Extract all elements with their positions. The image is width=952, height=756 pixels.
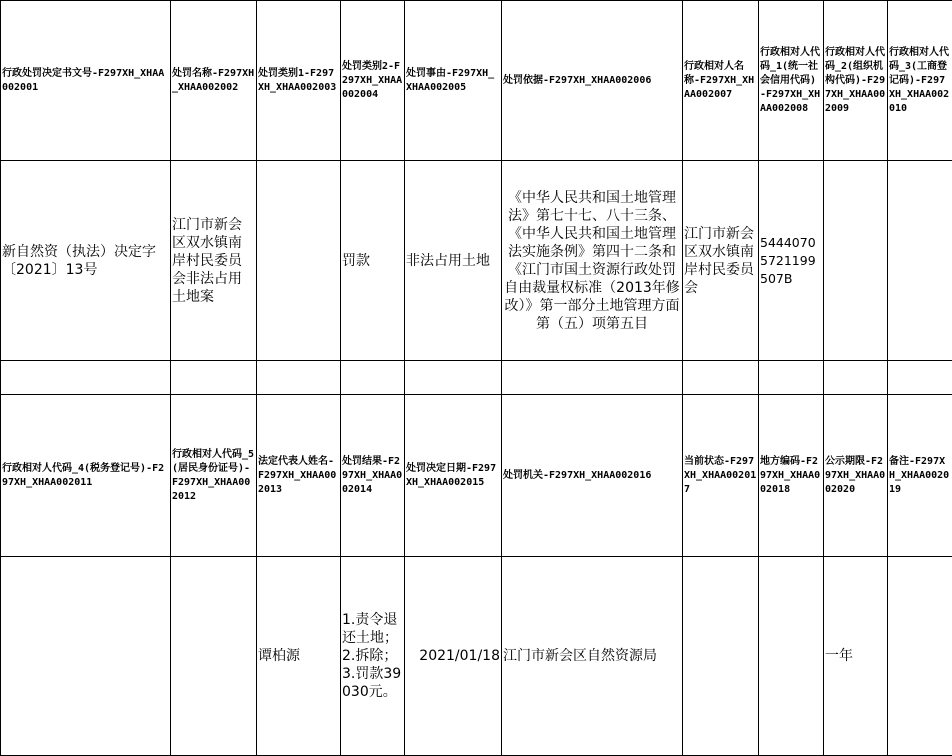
empty-row: [1, 361, 952, 395]
header-cell-decision-date[interactable]: 处罚决定日期-F297XH_XHAA002015: [405, 395, 502, 557]
cell-party-code-5[interactable]: [171, 557, 257, 756]
header-row-1: [1, 1, 952, 161]
header-cell-publicity-period[interactable]: 公示期限-F297XH_XHAA002020: [824, 395, 888, 557]
value-row-1: [1, 161, 952, 361]
header-cell-party-name[interactable]: 行政相对人名称-F297XH_XHAA002007: [683, 1, 759, 161]
cell-penalty-authority[interactable]: 江门市新会区自然资源局: [502, 557, 683, 756]
cell-penalty-result[interactable]: 1.责令退还土地；2.拆除；3.罚款39030元。: [341, 557, 405, 756]
header-cell-penalty-authority[interactable]: 处罚机关-F297XH_XHAA002016: [502, 395, 683, 557]
header-cell-party-code-2[interactable]: 行政相对人代码_2(组织机构代码)-F297XH_XHAA002009: [824, 1, 888, 161]
cell-remarks[interactable]: [888, 557, 952, 756]
header-cell-party-code-1[interactable]: 行政相对人代码_1(统一社会信用代码)-F297XH_XHAA002008: [759, 1, 824, 161]
header-cell-penalty-reason[interactable]: 处罚事由-F297XH_XHAA002005: [405, 1, 502, 161]
header-cell-legal-representative[interactable]: 法定代表人姓名-F297XH_XHAA002013: [257, 395, 341, 557]
empty-cell[interactable]: [341, 361, 405, 395]
empty-cell[interactable]: [683, 361, 759, 395]
header-cell-penalty-type-2[interactable]: 处罚类别2-F297XH_XHAA002004: [341, 1, 405, 161]
header-row-2: [1, 395, 952, 557]
header-cell-local-code[interactable]: 地方编码-F297XH_XHAA002018: [759, 395, 824, 557]
empty-cell[interactable]: [759, 361, 824, 395]
cell-legal-representative[interactable]: 谭柏源: [257, 557, 341, 756]
cell-decision-number[interactable]: 新自然资（执法）决定字〔2021〕13号: [1, 161, 171, 361]
empty-cell[interactable]: [171, 361, 257, 395]
cell-party-code-4[interactable]: [1, 557, 171, 756]
header-cell-penalty-basis[interactable]: 处罚依据-F297XH_XHAA002006: [502, 1, 683, 161]
cell-current-status[interactable]: [683, 557, 759, 756]
cell-local-code[interactable]: [759, 557, 824, 756]
header-cell-party-code-4[interactable]: 行政相对人代码_4(税务登记号)-F297XH_XHAA002011: [1, 395, 171, 557]
header-cell-decision-number[interactable]: 行政处罚决定书文号-F297XH_XHAA002001: [1, 1, 171, 161]
cell-party-code-3[interactable]: [888, 161, 952, 361]
cell-penalty-type-2[interactable]: 罚款: [341, 161, 405, 361]
empty-cell[interactable]: [1, 361, 171, 395]
cell-penalty-name[interactable]: 江门市新会区双水镇南岸村民委员会非法占用土地案: [171, 161, 257, 361]
header-cell-current-status[interactable]: 当前状态-F297XH_XHAA002017: [683, 395, 759, 557]
header-cell-party-code-5[interactable]: 行政相对人代码_5(居民身份证号)-F297XH_XHAA002012: [171, 395, 257, 557]
header-cell-penalty-result[interactable]: 处罚结果-F297XH_XHAA002014: [341, 395, 405, 557]
header-cell-penalty-name[interactable]: 处罚名称-F297XH_XHAA002002: [171, 1, 257, 161]
empty-cell[interactable]: [405, 361, 502, 395]
empty-cell[interactable]: [257, 361, 341, 395]
header-cell-penalty-type-1[interactable]: 处罚类别1-F297XH_XHAA002003: [257, 1, 341, 161]
cell-party-code-2[interactable]: [824, 161, 888, 361]
empty-cell[interactable]: [824, 361, 888, 395]
empty-cell[interactable]: [502, 361, 683, 395]
cell-decision-date[interactable]: 2021/01/18: [405, 557, 502, 756]
header-cell-party-code-3[interactable]: 行政相对人代码_3(工商登记码)-F297XH_XHAA002010: [888, 1, 952, 161]
cell-penalty-basis[interactable]: 《中华人民共和国土地管理法》第七十七、八十三条、《中华人民共和国土地管理法实施条例》第四十二条和《江门市国土资源行政处罚自由裁量权标准（2013年修改）》第一部分土地管理方面第（五）项第五目: [502, 161, 683, 361]
cell-party-code-1[interactable]: 54440705721199507B: [759, 161, 824, 361]
empty-cell[interactable]: [888, 361, 952, 395]
cell-party-name[interactable]: 江门市新会区双水镇南岸村民委员会: [683, 161, 759, 361]
cell-publicity-period[interactable]: 一年: [824, 557, 888, 756]
header-cell-remarks[interactable]: 备注-F297XH_XHAA002019: [888, 395, 952, 557]
value-row-2: [1, 557, 952, 756]
cell-penalty-type-1[interactable]: [257, 161, 341, 361]
cell-penalty-reason[interactable]: 非法占用土地: [405, 161, 502, 361]
